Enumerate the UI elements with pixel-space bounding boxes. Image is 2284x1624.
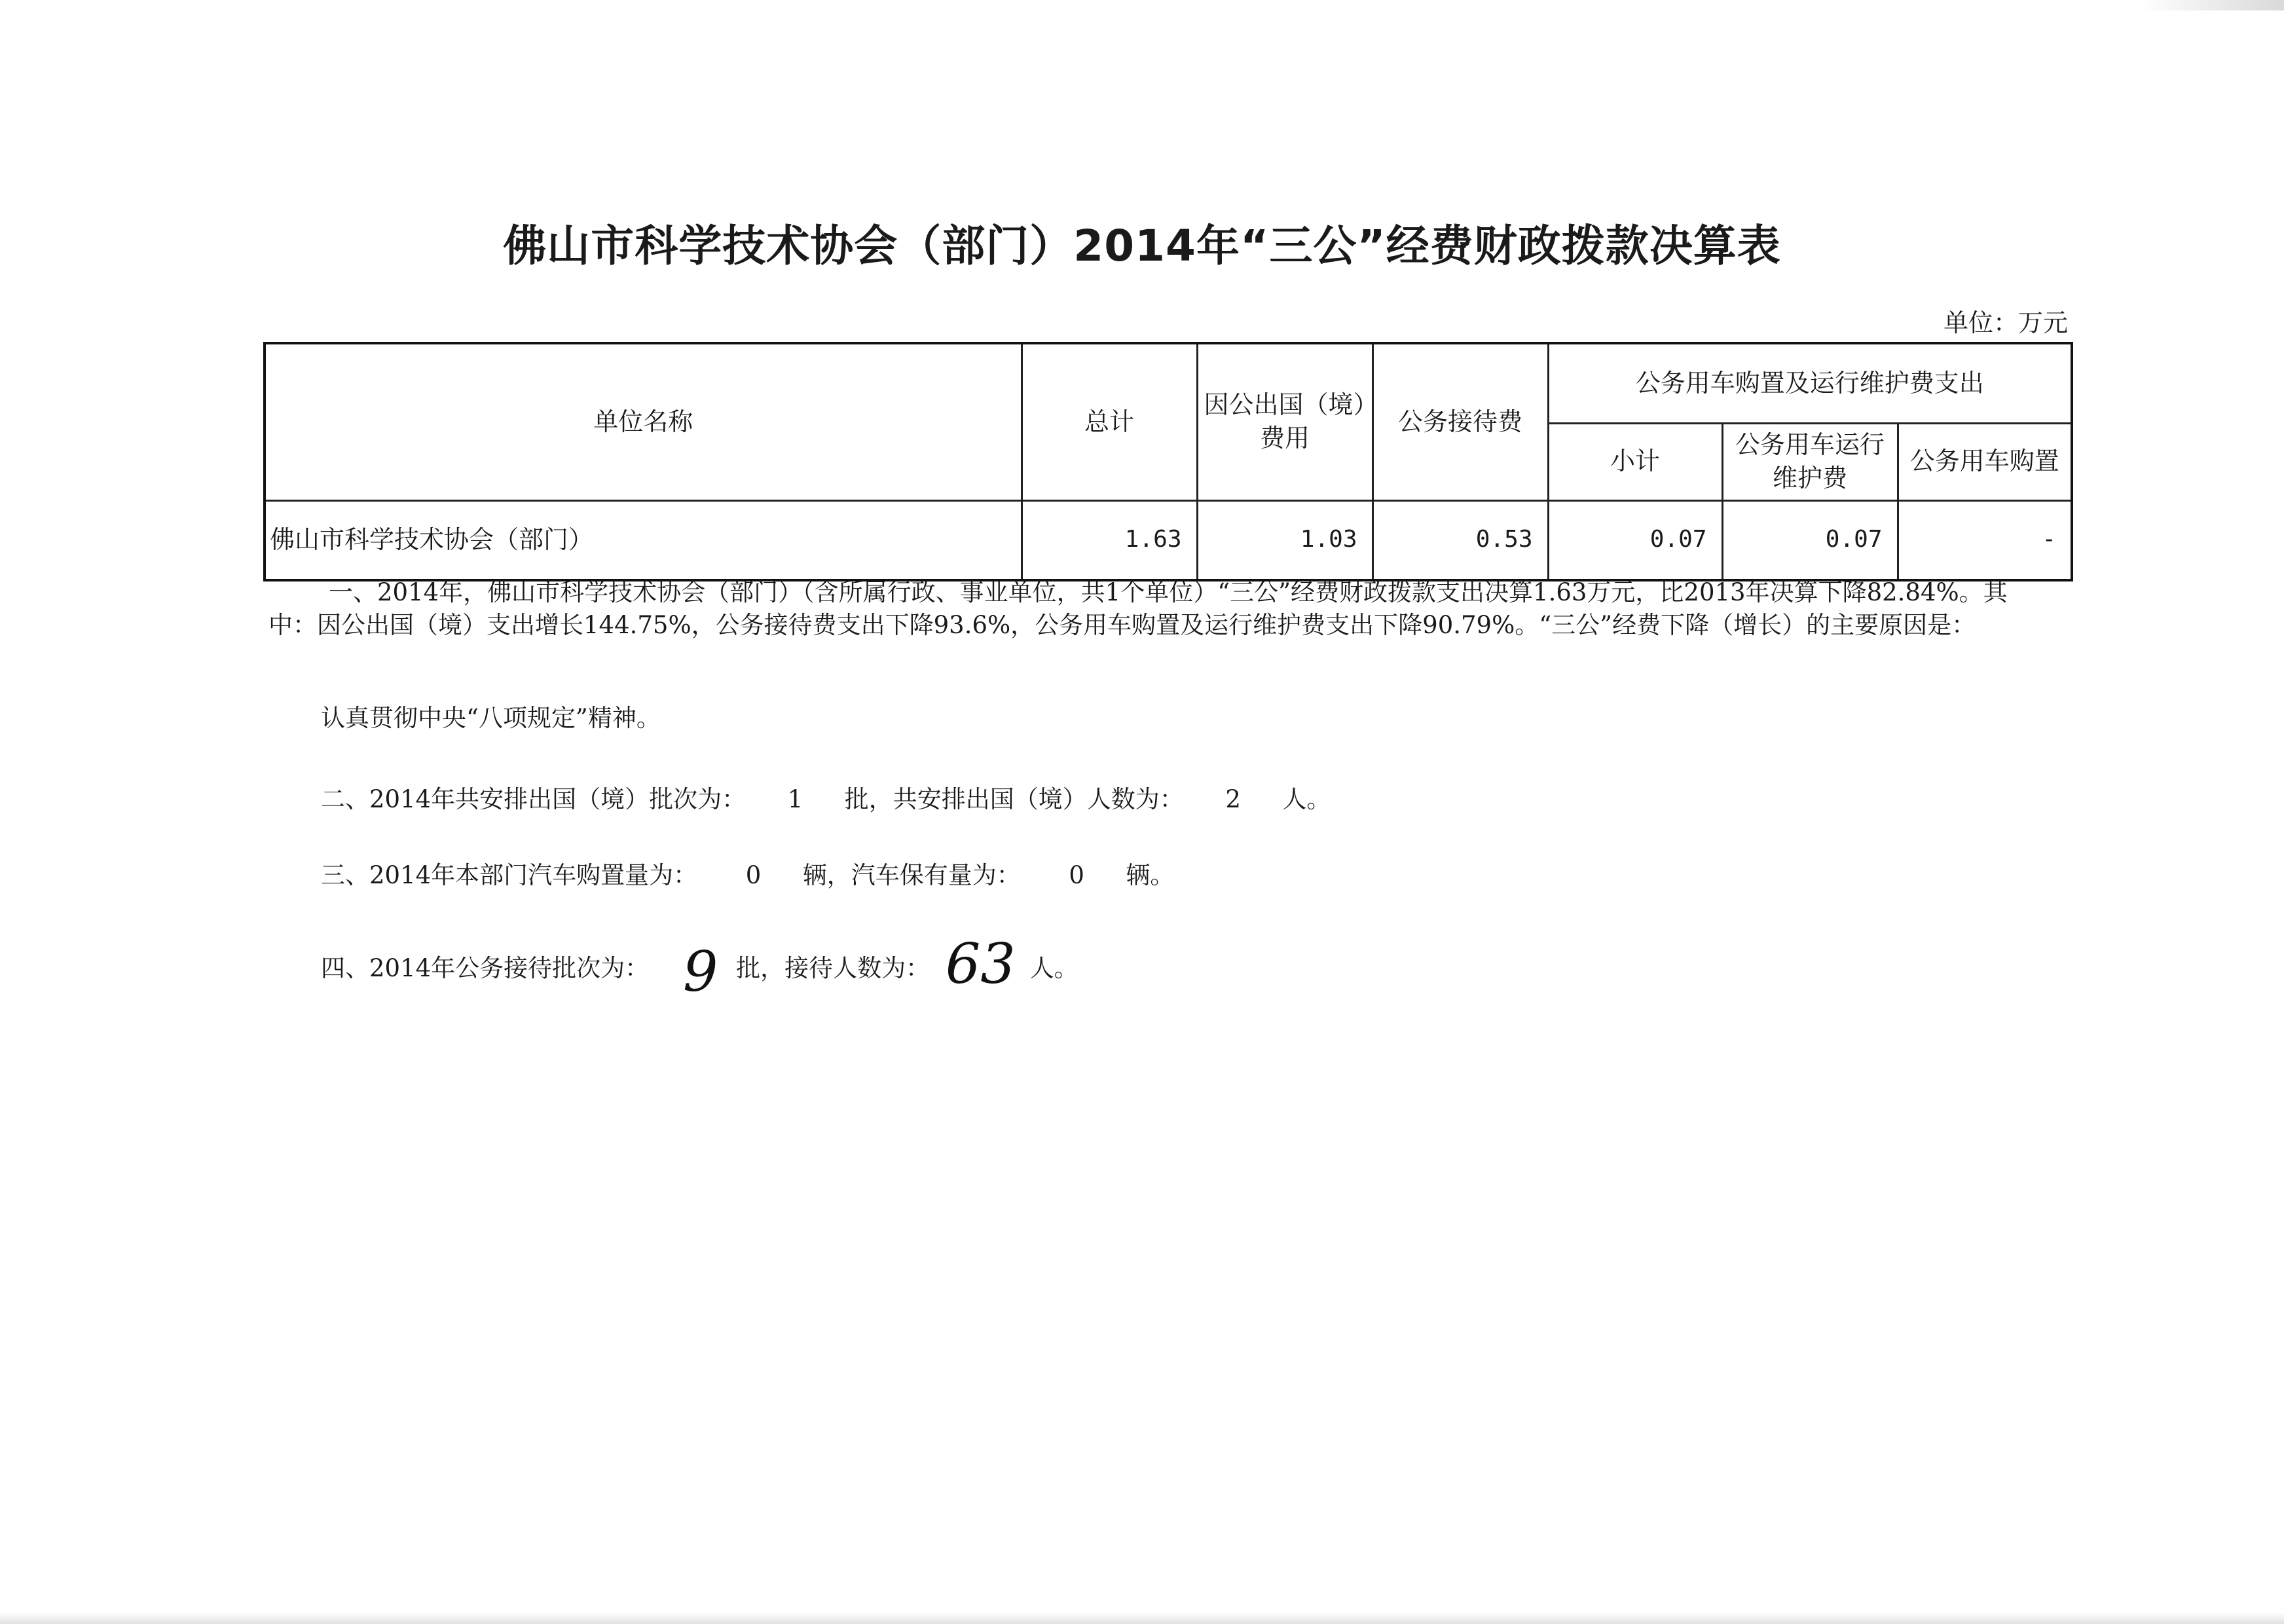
item2-people: 2	[1225, 785, 1241, 813]
expense-table	[263, 342, 2073, 581]
item4-batches-handwritten: 9	[682, 940, 718, 1004]
item3-purchased: 0	[745, 861, 762, 889]
item2-middle: 批，共安排出国（境）人数为：	[844, 785, 1184, 813]
cell-unit-name: 佛山市科学技术协会（部门）	[265, 500, 1022, 580]
cell-vehicle-purchase: -	[1898, 500, 2072, 580]
header-row-1	[265, 343, 2072, 423]
scan-top-corner	[2140, 0, 2284, 10]
item4-people-handwritten: 63	[945, 932, 1016, 996]
unit-label: 单位：万元	[1943, 308, 2068, 337]
header-subtotal: 小计	[1548, 423, 1722, 500]
item2-batches: 1	[787, 785, 803, 813]
cell-vehicle-operation: 0.07	[1722, 500, 1898, 580]
item3-owned: 0	[1069, 861, 1084, 889]
item2-prefix: 二、2014年共安排出国（境）批次为：	[321, 785, 746, 813]
cell-reception: 0.53	[1372, 500, 1548, 580]
note-paragraph-1: 一、2014年，佛山市科学技术协会（部门）（含所属行政、事业单位，共1个单位）“三公”经费财政拨款支出决算1.63万元，比2013年决算下降82.84%。其中：因公出国（境）支出增长144.75%，公务接待费支出下降93.6%，公务用车购置及运行维护费支出下降90.79%。“三公”经费下降（增长）的主要原因是：	[268, 578, 2008, 639]
header-vehicle-operation: 公务用车运行维护费	[1722, 423, 1898, 500]
table-row	[265, 500, 2072, 580]
item2-suffix: 人。	[1282, 785, 1331, 813]
note-paragraph-2: 认真贯彻中央“八项规定”精神。	[321, 704, 661, 732]
scan-bottom-edge	[0, 1612, 2284, 1624]
document-title: 佛山市科学技术协会（部门）2014年“三公”经费财政拨款决算表	[503, 221, 1781, 271]
header-unit-name: 单位名称	[265, 343, 1022, 500]
header-vehicle-purchase: 公务用车购置	[1898, 423, 2072, 500]
item4-suffix: 人。	[1029, 954, 1078, 982]
header-total: 总计	[1022, 343, 1197, 500]
note-item-4	[321, 930, 1078, 1004]
header-reception: 公务接待费	[1372, 343, 1548, 500]
cell-total: 1.63	[1022, 500, 1197, 580]
item4-middle: 批，接待人数为：	[736, 954, 930, 982]
item3-prefix: 三、2014年本部门汽车购置量为：	[321, 861, 698, 889]
cell-overseas: 1.03	[1197, 500, 1372, 580]
note-item-2	[321, 779, 1331, 815]
cell-subtotal: 0.07	[1548, 500, 1722, 580]
note-item-3	[321, 855, 1174, 891]
header-overseas: 因公出国（境）费用	[1197, 343, 1372, 500]
header-vehicle-group: 公务用车购置及运行维护费支出	[1548, 343, 2072, 423]
item4-prefix: 四、2014年公务接待批次为：	[321, 954, 650, 982]
item3-middle: 辆，汽车保有量为：	[802, 861, 1021, 889]
item3-suffix: 辆。	[1126, 861, 1175, 889]
